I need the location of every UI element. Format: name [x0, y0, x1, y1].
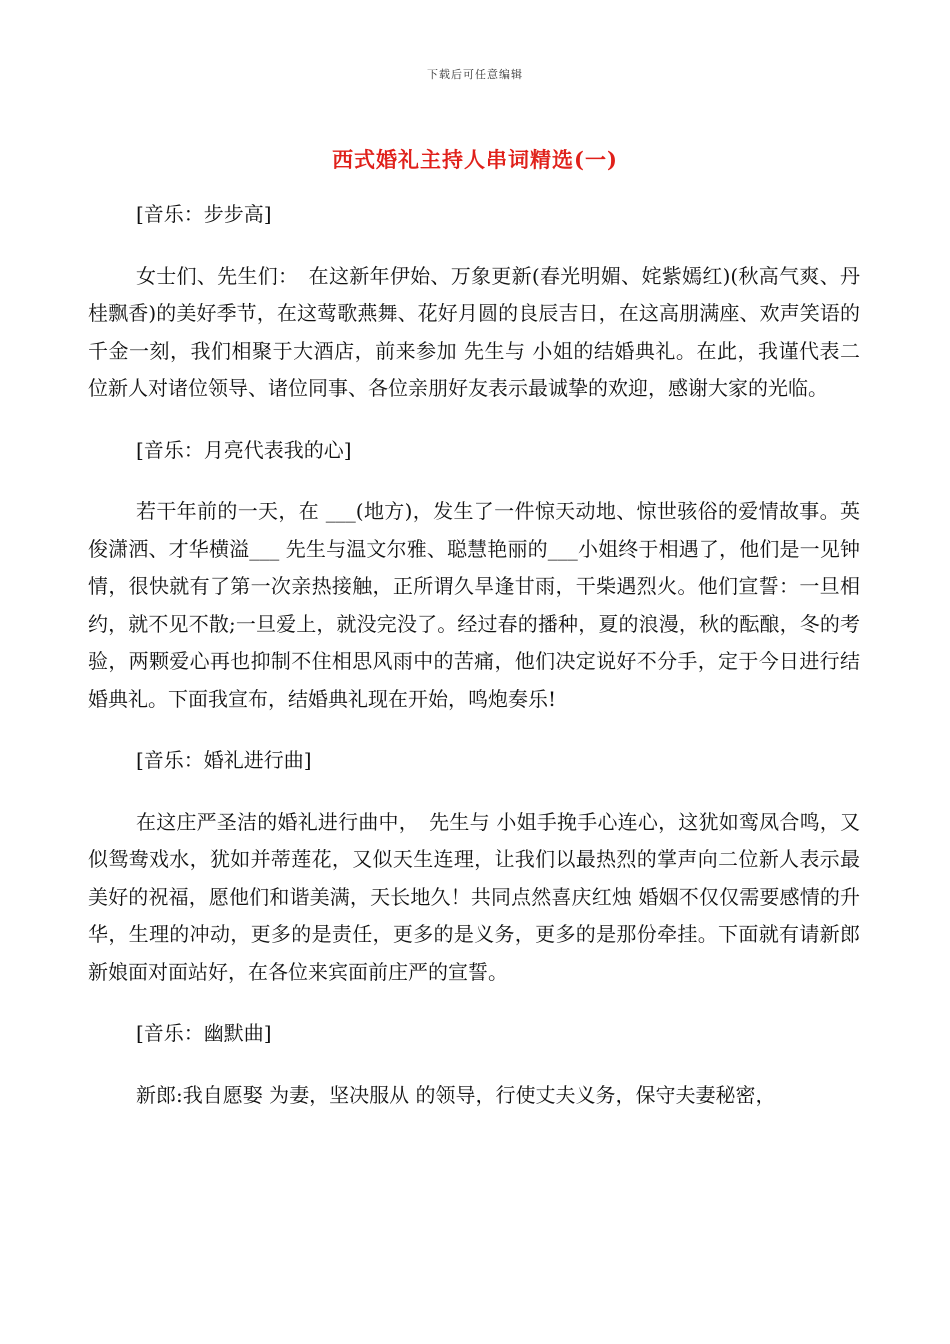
document-title: 西式婚礼主持人串词精选(一): [332, 147, 618, 172]
document-body: [88, 196, 860, 1114]
music-cue: [音乐：幽默曲]: [136, 1021, 272, 1045]
header-note: 下载后可任意编辑: [427, 68, 523, 81]
paragraph: 新郎:我自愿娶 为妻，坚决服从 的领导，行使丈夫义务，保守夫妻秘密，: [136, 1082, 776, 1107]
music-cue: [音乐：步步高]: [136, 202, 272, 226]
paragraph: 女士们、先生们： 在这新年伊始、万象更新(春光明媚、姹紫嫣红)(秋高气爽、丹桂飘香)的美好季节，在这莺歌燕舞、花好月圆的良辰吉日，在这高朋满座、欢声笑语的千金一刻，我们相聚于大酒店，前来参加 先生与 小姐的结婚典礼。在此，我谨代表二位新人对诸位领导、诸位同事、各位亲朋好友表示最诚挚的欢迎，感谢大家的光临。: [88, 263, 860, 400]
music-cue: [音乐：月亮代表我的心]: [136, 437, 352, 462]
paragraph: 若干年前的一天，在 ___(地方)，发生了一件惊天动地、惊世骇俗的爱情故事。英俊潇洒、才华横溢___ 先生与温文尔雅、聪慧艳丽的___小姐终于相遇了，他们是一见钟情，很快就有了第一次亲热接触，正所谓久旱逢甘雨，干柴遇烈火。他们宣誓：一旦相约，就不见不散;一旦爱上，就没完没了。经过春的播种，夏的浪漫，秋的酝酿，冬的考验，两颗爱心再也抑制不住相思风雨中的苦痛，他们决定说好不分手，定于今日进行结婚典礼。下面我宣布，结婚典礼现在开始，鸣炮奏乐!: [88, 499, 860, 711]
paragraph: 在这庄严圣洁的婚礼进行曲中， 先生与 小姐手挽手心连心，这犹如鸾凤合鸣，又似鸳鸯戏水，犹如并蒂莲花，又似天生连理，让我们以最热烈的掌声向二位新人表示最美好的祝福，愿他们和谐美满，天长地久！共同点然喜庆红烛 婚姻不仅仅需要感情的升华，生理的冲动，更多的是责任，更多的是义务，更多的是那份牵挂。下面就有请新郎新娘面对面站好，在各位来宾面前庄严的宣誓。: [88, 809, 860, 984]
music-cue: [音乐：婚礼进行曲]: [136, 748, 312, 772]
